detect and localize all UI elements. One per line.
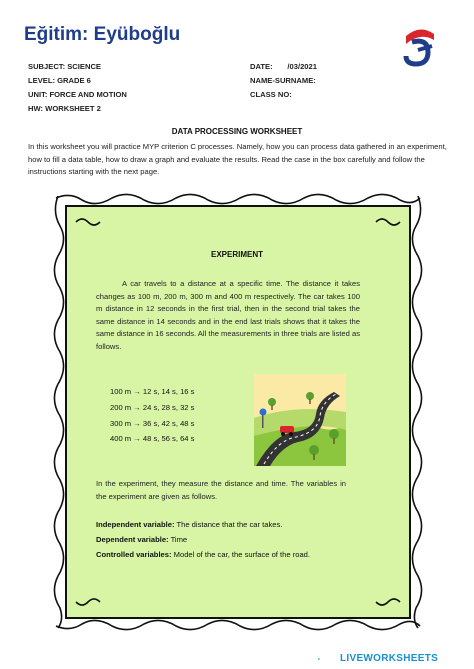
variable-label: Dependent variable: xyxy=(96,534,169,544)
trial-row: 100 m → 12 s, 14 s, 16 s xyxy=(110,387,195,396)
worksheet-title: DATA PROCESSING WORKSHEET xyxy=(171,127,303,136)
class-no-label: CLASS NO: xyxy=(250,90,292,99)
liveworksheets-footer[interactable]: LIVEWORKSHEETS xyxy=(340,653,439,664)
trial-row: 200 m → 24 s, 28 s, 32 s xyxy=(110,402,195,412)
brand-title: Eğitim: Eyüboğlu xyxy=(24,24,181,45)
variable-row xyxy=(96,533,386,548)
liveworksheets-logo-icon xyxy=(318,652,338,666)
variable-label: Controlled variables: xyxy=(96,549,172,559)
hw-label: HW: WORKSHEET 2 xyxy=(28,104,101,113)
experiment-title: EXPERIMENT xyxy=(210,250,263,259)
date-label: DATE: /03/2021 xyxy=(250,62,317,71)
experiment-paragraph-text: A car travels to a distance at a specific time. The distance it takes changes as 100 m, 200 m, 300 m and 400 m respectively. The car takes 100 m distance in 12 seconds in the first trial, then in the second trial takes the same distance in 14 seconds and in the end last trials shows that it takes the same distance in 16 seconds. All the measurements in three trials are listed as follows. xyxy=(96,279,360,351)
variables-list xyxy=(96,518,386,562)
subject-label: SUBJECT: SCIENCE xyxy=(28,62,101,71)
variable-label: Independent variable: xyxy=(96,520,175,529)
variable-value: Model of the car, the surface of the road. xyxy=(171,549,311,559)
trial-row: 400 m → 48 s, 56 s, 64 s xyxy=(110,434,195,444)
variable-row xyxy=(96,548,386,563)
level-label: LEVEL: GRADE 6 xyxy=(28,76,91,85)
name-surname-label: NAME-SURNAME: xyxy=(250,76,316,85)
school-logo-icon xyxy=(398,20,442,74)
intro-paragraph: In this worksheet you will practice MYP criterion C processes. Namely, how you can process data gathered in an experiment, how to fill a data table, how to draw a graph and evaluate the results. Read the case in the box carefully and follow the instructions starting with the next page. xyxy=(28,142,447,177)
trial-row: 300 m → 36 s, 42 s, 48 s xyxy=(110,418,195,428)
variables-intro-paragraph: In the experiment, they measure the distance and time. The variables in the experiment are given as follows. xyxy=(96,479,346,501)
variable-value: The distance that the car takes. xyxy=(174,520,283,529)
trials-list xyxy=(110,384,194,447)
variable-row xyxy=(96,518,386,533)
unit-label: UNIT: FORCE AND MOTION xyxy=(28,90,127,99)
variable-value: Time xyxy=(168,534,188,544)
car-road-illustration xyxy=(254,374,346,466)
experiment-paragraph xyxy=(96,278,360,354)
